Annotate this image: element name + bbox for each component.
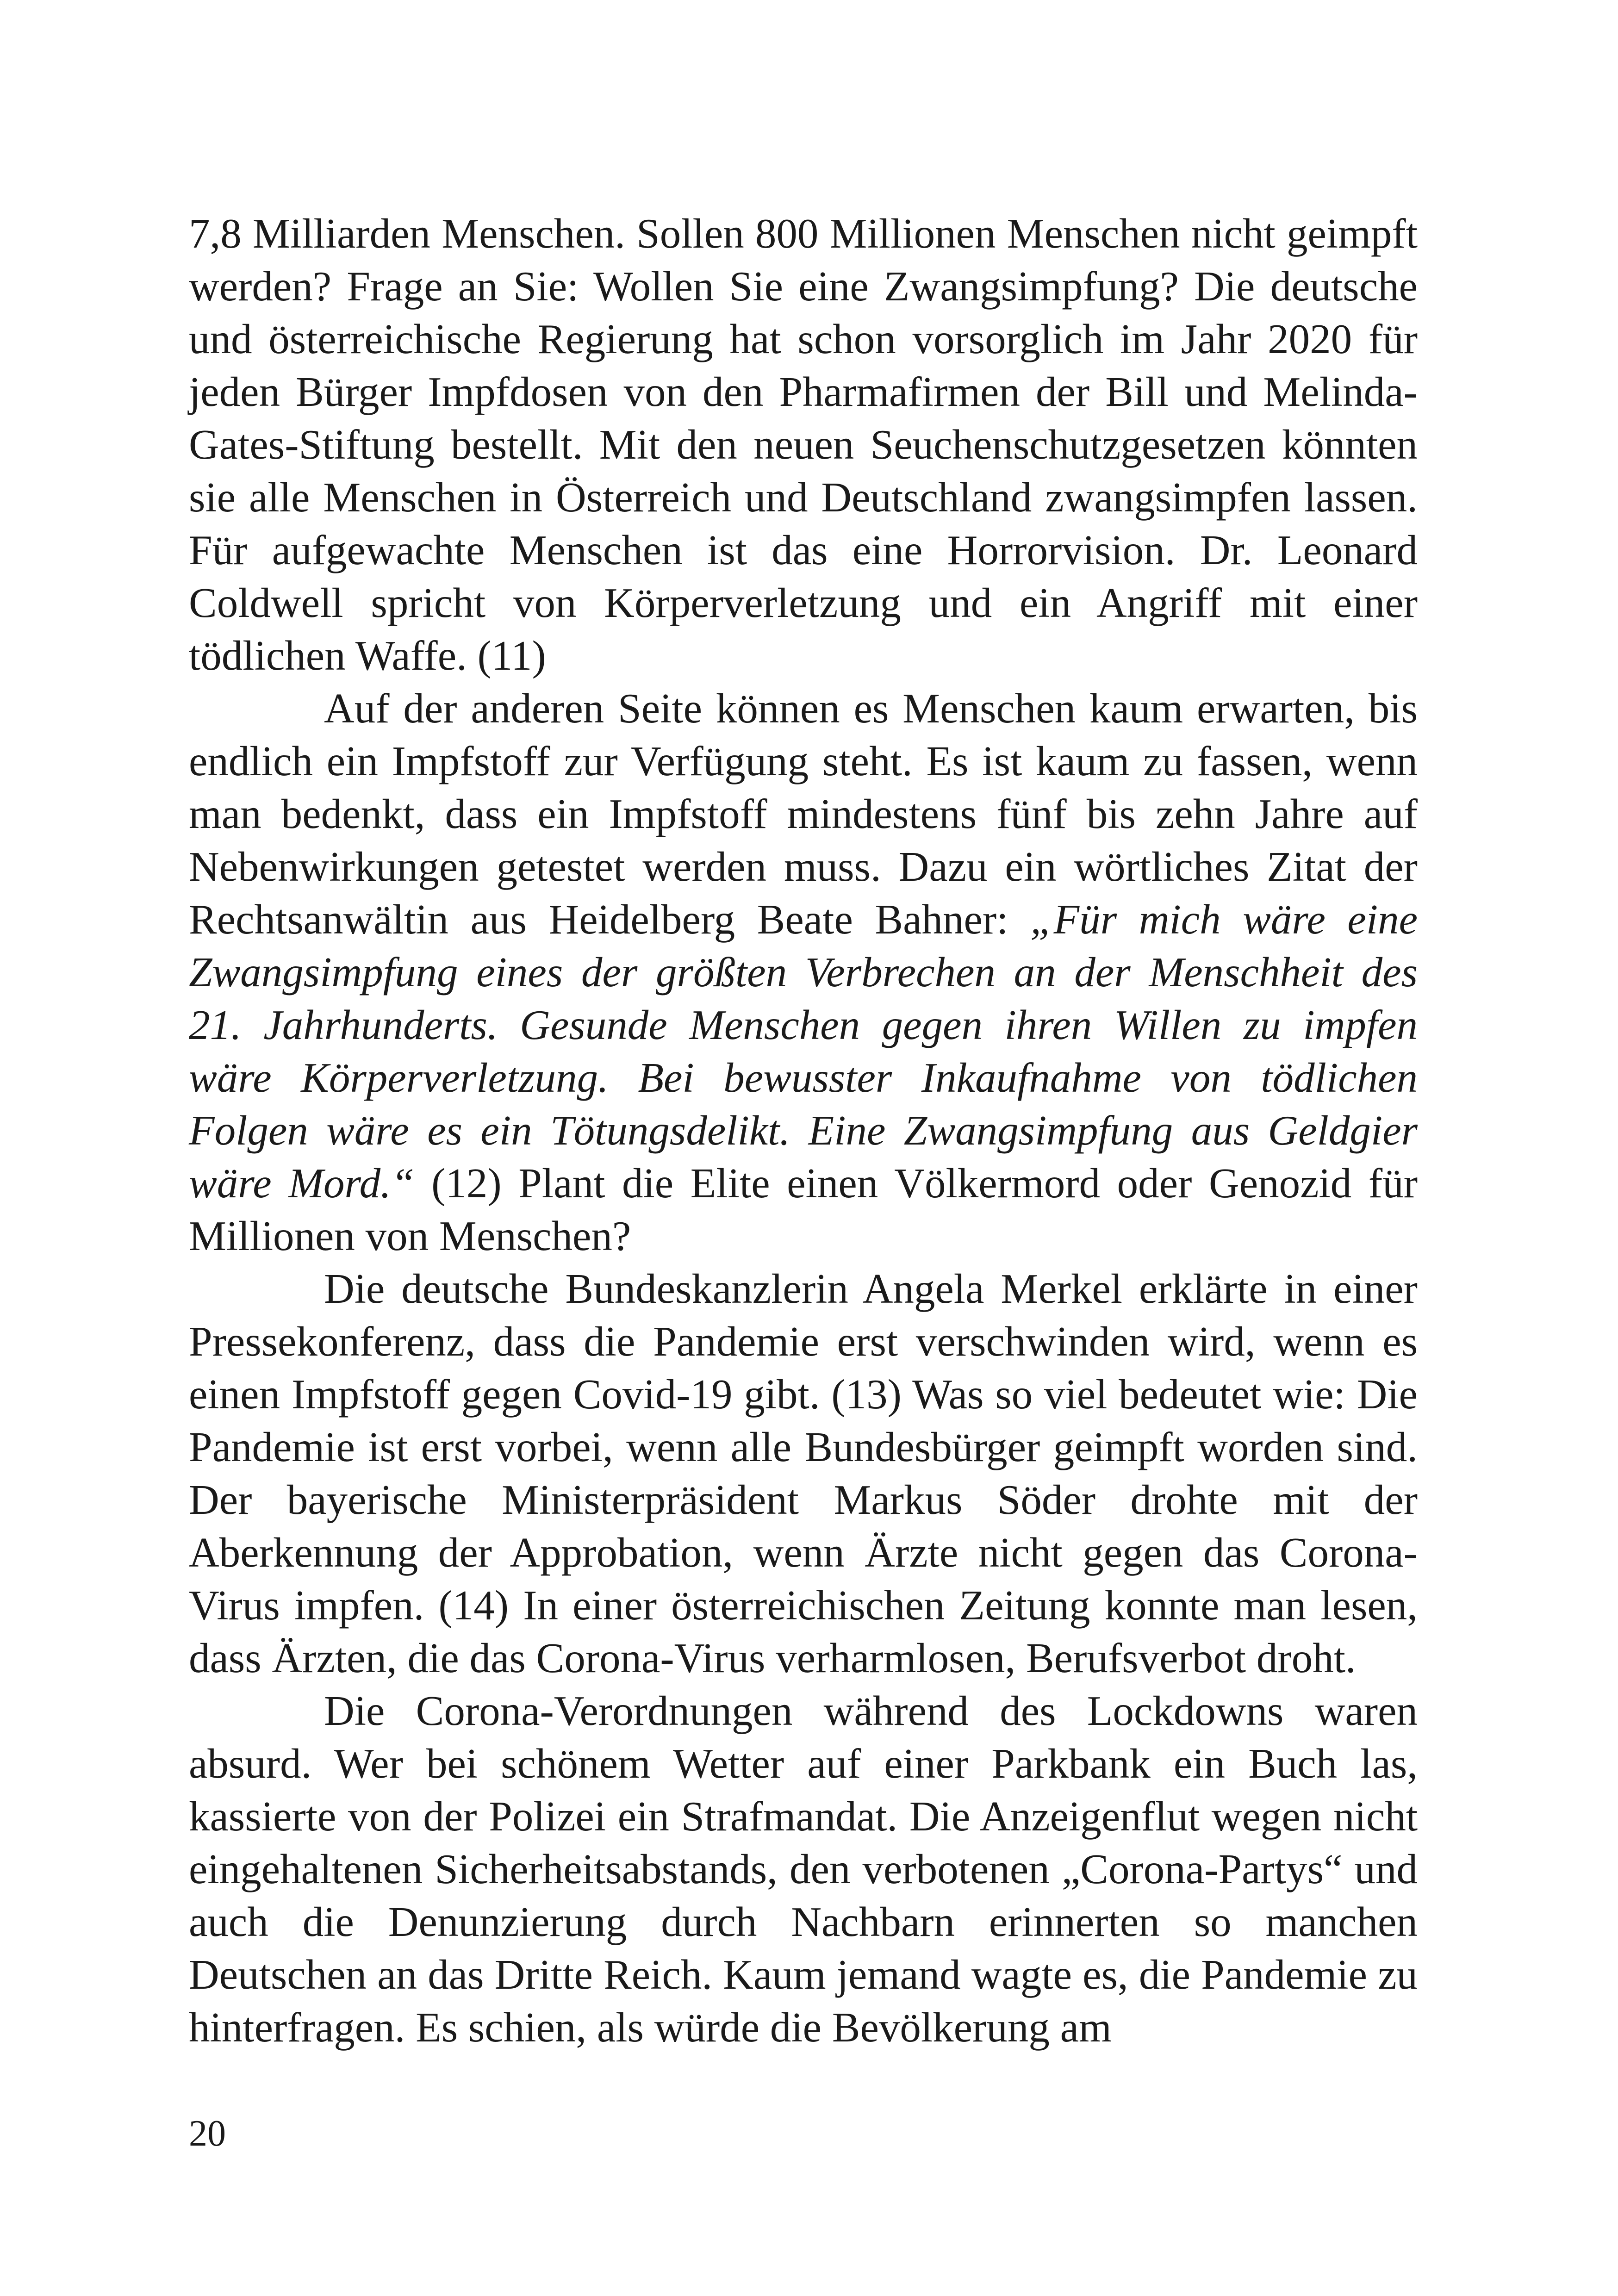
body-text xyxy=(189,207,1418,2054)
paragraph-3 xyxy=(189,1263,1418,1685)
paragraph-2 xyxy=(189,682,1418,1263)
paragraph-2-text-before-quote: Auf der anderen Seite können es Menschen kaum erwarten, bis endlich ein Impfstoff zur Verfügung steht. Es ist kaum zu fassen, wenn man bedenkt, dass ein Impfstoff mindestens fünf bis zehn Jahre auf Nebenwirkungen getestet werden muss. Dazu ein wörtliches Zitat der Rechtsanwältin aus Heidelberg Beate Bahner: xyxy=(189,685,1418,943)
paragraph-2-quote: „Für mich wäre eine Zwangsimpfung eines der größten Verbrechen an der Menschheit des 21. Jahrhunderts. Gesunde Menschen gegen ihren Willen zu impfen wäre Körperverletzung. Bei bewusster Inkaufnahme von tödlichen Folgen wäre es ein Tötungsdelikt. Eine Zwangsimpfung aus Geldgier wäre Mord.“ xyxy=(189,896,1418,1207)
paragraph-3-text: Die deutsche Bundeskanzlerin Angela Merkel erklärte in einer Pressekonferenz, dass die Pandemie erst verschwinden wird, wenn es einen Impfstoff gegen Covid-19 gibt. (13) Was so viel bedeutet wie: Die Pandemie ist erst vorbei, wenn alle Bundesbürger geimpft worden sind. Der bayerische Ministerpräsident Markus Söder drohte mit der Aberkennung der Approbation, wenn Ärzte nicht gegen das Corona-Virus impfen. (14) In einer österreichischen Zeitung konnte man lesen, dass Ärzten, die das Corona-Virus verharmlosen, Berufsverbot droht. xyxy=(189,1265,1418,1681)
page-number: 20 xyxy=(189,2113,226,2154)
paragraph-1-text: 7,8 Milliarden Menschen. Sollen 800 Millionen Menschen nicht geimpft werden? Frage an Sie: Wollen Sie eine Zwangsimpfung? Die deutsche und österreichische Regierung hat schon vorsorglich im Jahr 2020 für jeden Bürger Impfdosen von den Pharmafirmen der Bill und Melinda-Gates-Stiftung bestellt. Mit den neuen Seuchenschutzgesetzen könnten sie alle Menschen in Österreich und Deutschland zwangsimpfen lassen. Für aufgewachte Menschen ist das eine Horrorvision. Dr. Leonard Coldwell spricht von Körperverletzung und ein Angriff mit einer tödlichen Waffe. (11) xyxy=(189,210,1418,679)
paragraph-1 xyxy=(189,207,1418,682)
paragraph-4 xyxy=(189,1685,1418,2054)
paragraph-2-text-after-quote: (12) Plant die Elite einen Völkermord oder Genozid für Millionen von Menschen? xyxy=(189,1160,1418,1259)
paragraph-4-text: Die Corona-Verordnungen während des Lockdowns waren absurd. Wer bei schönem Wetter auf einer Parkbank ein Buch las, kassierte von der Polizei ein Strafmandat. Die Anzeigenflut wegen nicht eingehaltenen Sicherheitsabstands, den verbotenen „Corona-Partys“ und auch die Denunzierung durch Nachbarn erinnerten so manchen Deutschen an das Dritte Reich. Kaum jemand wagte es, die Pandemie zu hinterfragen. Es schien, als würde die Bevölkerung am xyxy=(189,1687,1418,2051)
